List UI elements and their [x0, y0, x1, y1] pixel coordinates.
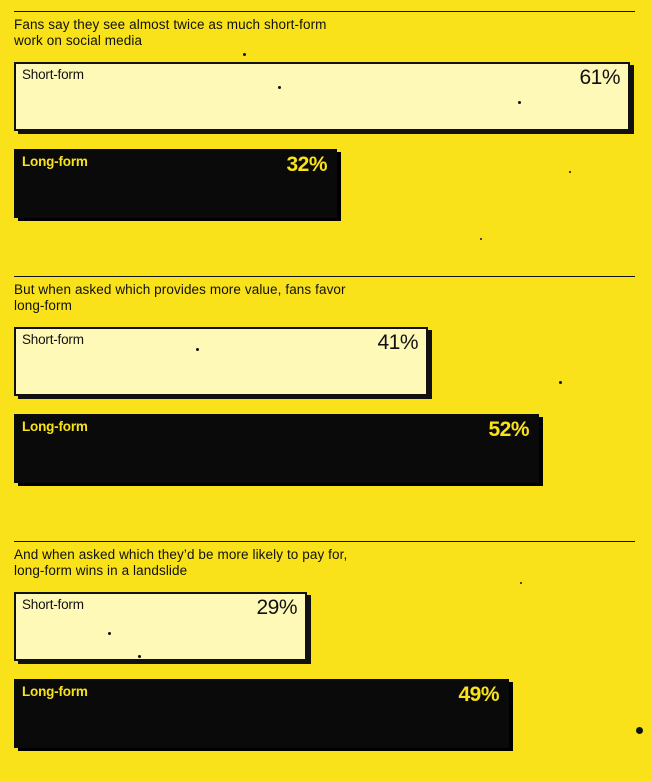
ink-speck-decoration — [108, 632, 111, 635]
ink-speck-decoration — [138, 655, 141, 658]
chart-title: Fans say they see almost twice as much short-form work on social media — [14, 17, 327, 48]
bar-label: Short-form — [22, 332, 84, 347]
ink-speck-decoration — [559, 381, 562, 384]
bar-label: Long-form — [22, 419, 88, 434]
bar-value-label: 29% — [256, 596, 297, 619]
bar-long-form — [14, 414, 539, 483]
ink-speck-decoration — [278, 86, 281, 89]
chart-title: And when asked which they’d be more likely to pay for, long-form wins in a landslide — [14, 547, 348, 578]
ink-speck-decoration — [520, 582, 522, 584]
bar-long-form — [14, 149, 337, 218]
bar-value-label: 61% — [579, 66, 620, 89]
section-divider — [14, 276, 635, 277]
ink-speck-decoration — [569, 171, 571, 173]
bar-long-form — [14, 679, 509, 748]
ink-speck-decoration — [636, 727, 643, 734]
chart-section-1 — [14, 11, 635, 251]
bar-value-label: 41% — [377, 331, 418, 354]
bar-short-form — [14, 592, 307, 661]
ink-speck-decoration — [518, 101, 521, 104]
chart-section-3 — [14, 541, 635, 781]
chart-title: But when asked which provides more value, fans favor long-form — [14, 282, 346, 313]
chart-section-2 — [14, 276, 635, 516]
bar-label: Long-form — [22, 154, 88, 169]
bar-label: Long-form — [22, 684, 88, 699]
bar-value-label: 32% — [286, 153, 327, 176]
section-divider — [14, 541, 635, 542]
bar-value-label: 52% — [488, 418, 529, 441]
ink-speck-decoration — [480, 238, 482, 240]
section-divider — [14, 11, 635, 12]
ink-speck-decoration — [196, 348, 199, 351]
ink-speck-decoration — [243, 53, 246, 56]
bar-label: Short-form — [22, 67, 84, 82]
ink-speck-decoration — [266, 327, 268, 329]
bar-value-label: 49% — [458, 683, 499, 706]
bar-short-form — [14, 327, 428, 396]
bar-label: Short-form — [22, 597, 84, 612]
bar-short-form — [14, 62, 630, 131]
